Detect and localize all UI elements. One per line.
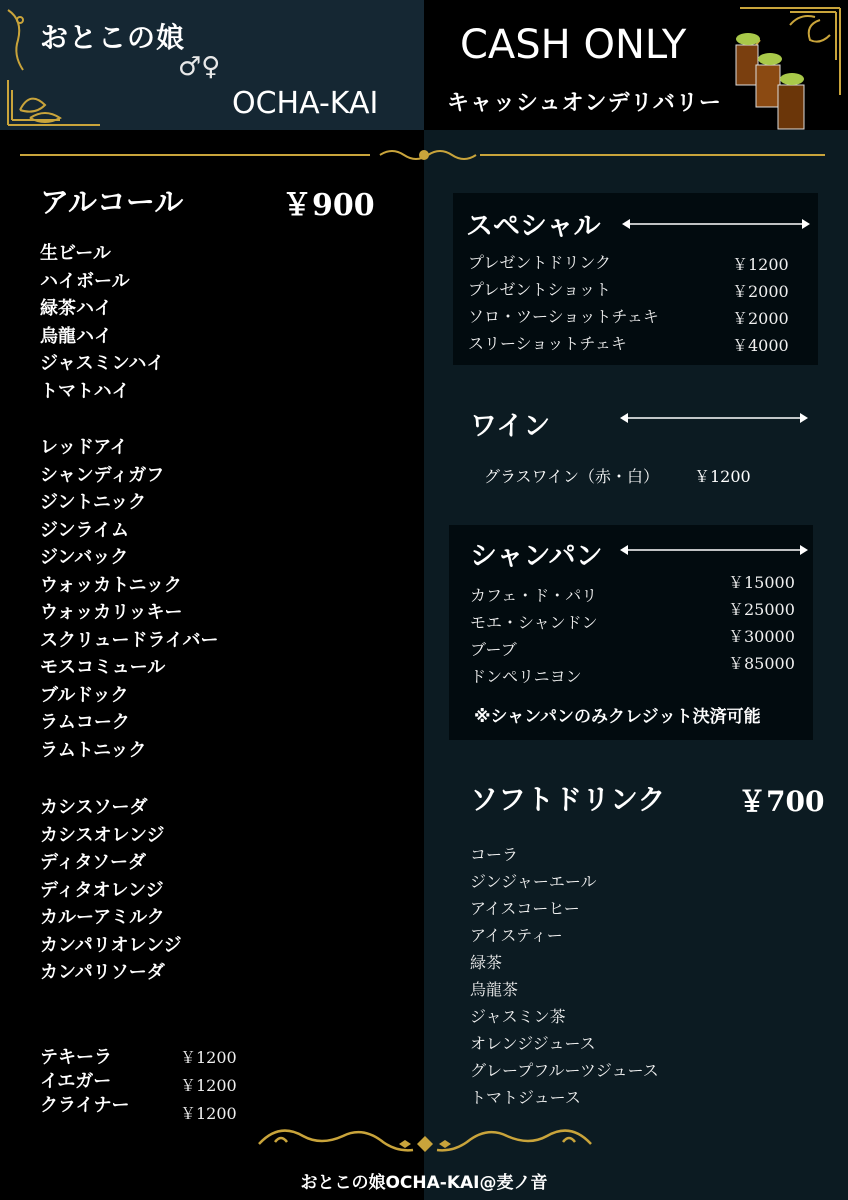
special-title: スペシャル <box>466 211 601 242</box>
list-item: ディタソーダ <box>40 852 147 873</box>
tequila-shots-icon <box>726 25 816 135</box>
price: ￥2000 <box>732 309 789 328</box>
list-item: オレンジジュース <box>470 1034 596 1053</box>
wine-item: グラスワイン（赤・白） <box>484 467 660 486</box>
list-item: 緑茶 <box>470 953 503 972</box>
list-item: 烏龍ハイ <box>40 325 112 347</box>
price: ￥4000 <box>732 336 789 355</box>
arrow-divider-icon <box>620 214 812 234</box>
list-item: シャンディガフ <box>40 464 165 486</box>
delivery-label: キャッシュオンデリバリー <box>447 91 722 116</box>
list-item: モスコミュール <box>40 657 166 678</box>
list-item: レッドアイ <box>40 437 128 458</box>
brand-name-en: OCHA-KAI <box>232 86 379 121</box>
arrow-divider-icon <box>618 540 810 560</box>
list-item: カルーアミルク <box>40 907 165 928</box>
soft-items <box>470 841 659 1111</box>
list-item: スリーショットチェキ <box>468 334 627 353</box>
champagne-items <box>470 582 598 690</box>
alcohol-group3 <box>40 794 182 987</box>
list-item: トマトジュース <box>470 1088 581 1107</box>
list-item: ハイボール <box>40 270 130 292</box>
list-item: ドンペリニヨン <box>470 667 582 686</box>
list-item: ウォッカトニック <box>40 574 182 596</box>
wine-price: ￥1200 <box>694 467 751 486</box>
champagne-note: ※シャンパンのみクレジット決済可能 <box>474 707 761 727</box>
special-items <box>468 249 659 357</box>
list-item: トマトハイ <box>40 380 130 402</box>
list-item: グレープフルーツジュース <box>470 1061 659 1080</box>
champagne-title: シャンパン <box>470 541 603 572</box>
list-item: ジャスミンハイ <box>40 353 165 374</box>
list-item: ジンライム <box>40 519 130 541</box>
list-item: ブーブ <box>470 640 517 659</box>
list-item: ジンバック <box>40 547 129 568</box>
list-item: ジャスミン茶 <box>470 1007 566 1026</box>
list-item: カシスオレンジ <box>40 824 165 846</box>
gender-symbols: ♂♀ <box>178 52 221 82</box>
list-item: 烏龍茶 <box>470 980 519 999</box>
list-item: ウォッカリッキー <box>40 602 183 623</box>
list-item: ディタオレンジ <box>40 879 164 901</box>
list-item: クライナー <box>40 1095 130 1116</box>
list-item: ソロ・ツーショットチェキ <box>468 307 659 326</box>
special-prices <box>732 251 789 359</box>
alcohol-price: ￥900 <box>282 188 375 223</box>
list-item: アイスコーヒー <box>470 899 580 918</box>
shots-list <box>40 1046 129 1118</box>
price: ￥85000 <box>728 654 795 673</box>
list-item: 緑茶ハイ <box>40 298 112 319</box>
list-item: プレゼントショット <box>468 280 612 299</box>
list-item: ブルドック <box>40 684 129 706</box>
price: ￥2000 <box>732 282 789 301</box>
list-item: カンパリオレンジ <box>40 934 182 956</box>
price: ￥30000 <box>728 627 795 646</box>
list-item: ジンジャーエール <box>470 872 597 891</box>
footer-text: おとこの娘OCHA-KAI@麦ノ音 <box>300 1173 548 1193</box>
alcohol-group2 <box>40 434 219 764</box>
brand-name-jp: おとこの娘 <box>40 21 186 54</box>
list-item: カシスソーダ <box>40 797 148 818</box>
list-item: コーラ <box>470 845 519 864</box>
price: ￥1200 <box>180 1104 237 1123</box>
list-item: カフェ・ド・パリ <box>470 586 598 605</box>
champagne-prices <box>728 569 795 677</box>
wine-title: ワイン <box>470 411 551 442</box>
cash-only-label: CASH ONLY <box>460 22 687 68</box>
list-item: モエ・シャンドン <box>470 613 598 632</box>
list-item: テキーラ <box>40 1047 112 1068</box>
list-item: アイスティー <box>470 926 563 945</box>
list-item: ラムコーク <box>40 712 130 733</box>
footer-ornament-icon <box>255 1120 595 1164</box>
list-item: イエガー <box>40 1071 112 1092</box>
list-item: カンパリソーダ <box>40 962 165 983</box>
price: ￥25000 <box>728 600 795 619</box>
price: ￥1200 <box>180 1048 237 1067</box>
arrow-divider-icon <box>618 408 810 428</box>
shots-prices <box>180 1044 237 1128</box>
list-item: 生ビール <box>40 243 111 264</box>
alcohol-title: アルコール <box>40 185 184 219</box>
list-item: スクリュードライバー <box>40 629 219 651</box>
list-item: ラムトニック <box>40 739 147 761</box>
price: ￥1200 <box>732 255 789 274</box>
soft-price: ￥700 <box>738 785 825 818</box>
list-item: ジントニック <box>40 492 147 513</box>
soft-title: ソフトドリンク <box>470 783 666 816</box>
list-item: プレゼントドリンク <box>468 253 612 272</box>
price: ￥15000 <box>728 573 795 592</box>
alcohol-group1 <box>40 240 164 405</box>
price: ￥1200 <box>180 1076 237 1095</box>
